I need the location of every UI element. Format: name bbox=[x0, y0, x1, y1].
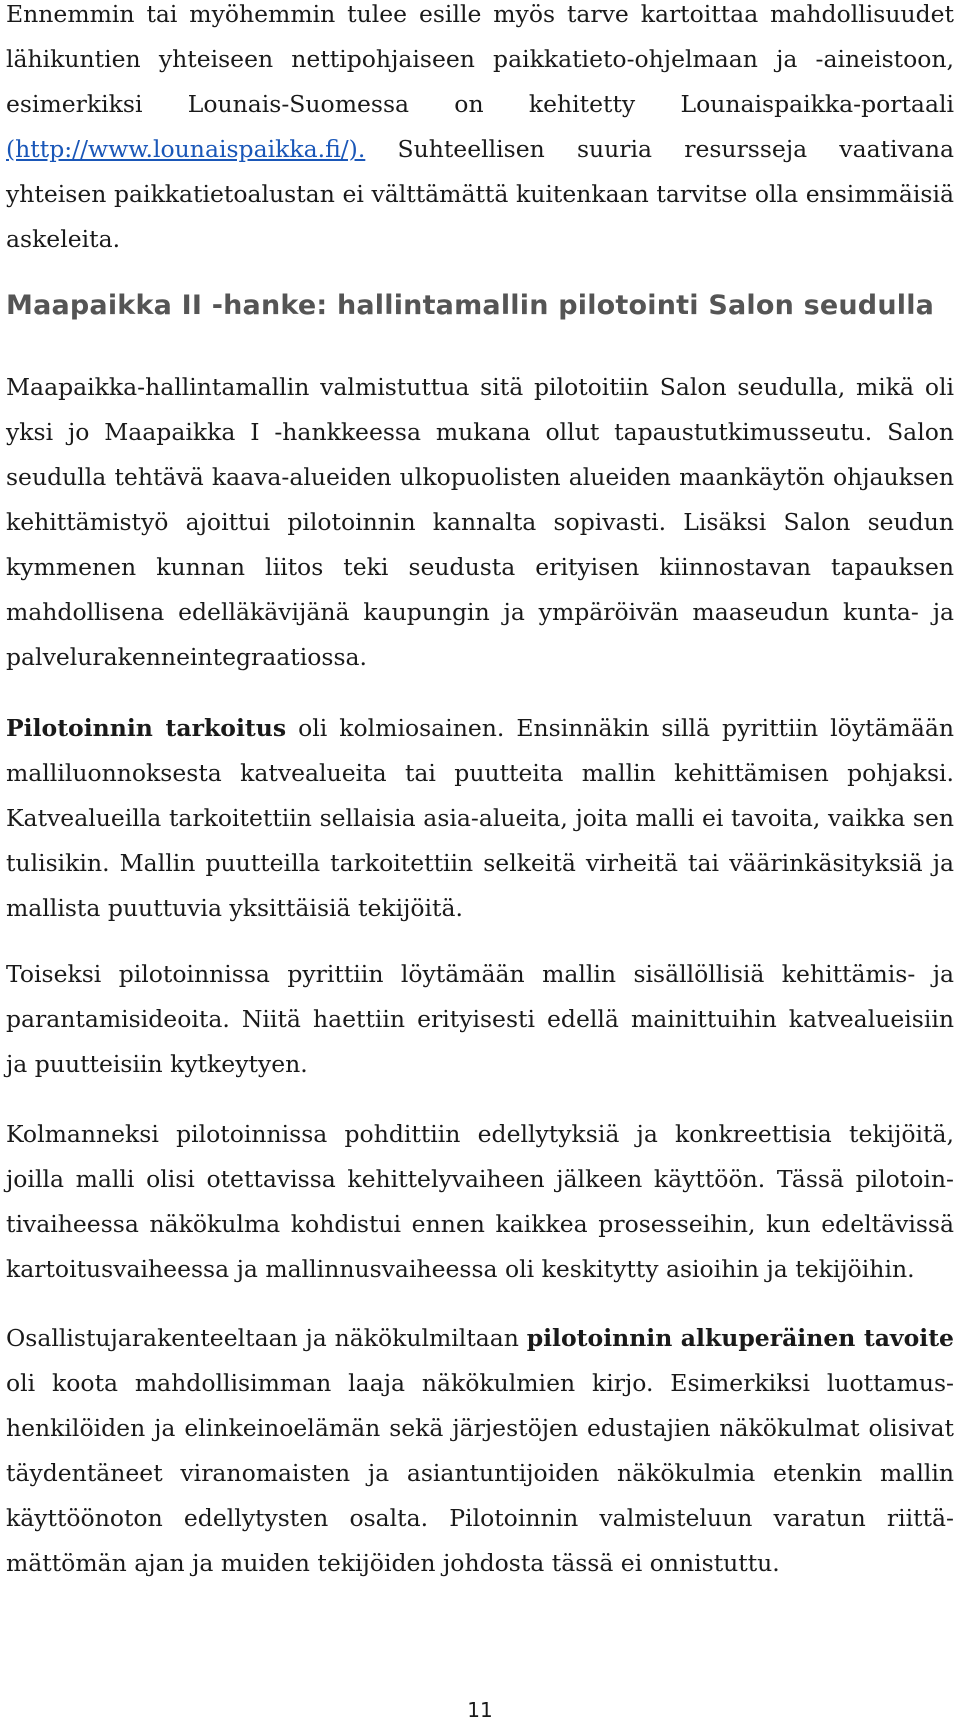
pilot-purpose-term: Pilotoinnin tarkoitus bbox=[6, 714, 287, 742]
original-goal-text-start: Osallistujarakenteeltaan ja näkökulmiltaan bbox=[6, 1324, 527, 1352]
original-goal-term: pilotoinnin alkuperäinen tavoite bbox=[526, 1324, 954, 1352]
paragraph-original-goal bbox=[6, 1316, 954, 1586]
intro-paragraph bbox=[6, 0, 954, 262]
paragraph-third-aim: Kolmanneksi pilotoinnissa pohdittiin edellytyksiä ja konkreettisia tekijöitä, joilla malli olisi otettavissa kehittelyvaiheen jälkeen käyttöön. Tässä pilotointivaiheessa näkökulma kohdistui ennen kaikkea prosesseihin, kun edeltävissä kartoitusvaiheessa ja mallinnusvaiheessa oli keskitytty asioihin ja tekijöihin. bbox=[6, 1120, 954, 1283]
paragraph-pilot-intro: Maapaikka-hallintamallin valmistuttua sitä pilotoitiin Salon seudulla, mikä oli yksi jo Maapaikka I -hankkeessa mukana ollut tapaustutkimusseutu. Salon seudulla tehtävä kaava-alueiden ulkopuolisten alueiden maankäytön ohjauksen kehittämistyö ajoittui pilotoinnin kannalta sopivasti. Lisäksi Salon seudun kymmenen kunnan liitos teki seudusta erityisen kiinnostavan tapauksen mahdollisena edelläkävijänä kaupungin ja ympäröivän maaseudun kunta- ja palvelurakenneintegraatiossa. bbox=[6, 373, 954, 671]
lounaispaikka-link[interactable]: (http://www.lounaispaikka.fi/). bbox=[6, 135, 366, 163]
paragraph-pilot-purpose bbox=[6, 706, 954, 931]
paragraph-second-aim: Toiseksi pilotoinnissa pyrittiin löytämään mallin sisällöllisiä kehittämis- ja parantamisideoita. Niitä haettiin erityisesti edellä mainittuihin katvealueisiin ja puutteisiin kytkeytyen. bbox=[6, 960, 954, 1078]
page-number: 11 bbox=[467, 1698, 493, 1722]
pilot-purpose-text: oli kolmiosainen. Ensinnäkin sillä pyrittiin löytämään malliluonnoksesta katvealueita tai puutteita mallin kehittämisen pohjaksi. Katvealueilla tarkoitettiin sellaisia asia-alueita, joita malli ei tavoita, vaikka sen tulisikin. Mallin puutteilla tarkoitettiin selkeitä virheitä tai väärinkäsityksiä ja mallista puuttuvia yksittäisiä tekijöitä. bbox=[6, 714, 954, 922]
original-goal-text-end: oli koota mahdollisimman laaja näkökulmien kirjo. Esimerkiksi luottamushenkilöiden ja elinkeinoelämän sekä järjestöjen edustajien näkökulmat olisivat täydentäneet viranomaisten ja asiantuntijoiden näkökulmia etenkin mallin käyttöönoton edellytysten osalta. Pilotoinnin valmisteluun varatun riittämättömän ajan ja muiden tekijöiden johdosta tässä ei onnistuttu. bbox=[6, 1369, 954, 1577]
intro-text-start: Ennemmin tai myöhemmin tulee esille myös tarve kartoittaa mahdollisuudet lähikuntien yhteiseen nettipohjaiseen paikkatieto-ohjelmaan ja -aineistoon, esimerkiksi Lounais-Suomessa on kehitetty Lounaispaikka-portaali bbox=[6, 0, 954, 118]
section-heading: Maapaikka II -hanke: hallintamallin pilotointi Salon seudulla bbox=[6, 290, 935, 321]
intro-text-end: Suhteellisen suuria resursseja vaativana yhteisen paikkatietoalustan ei välttämättä kuitenkaan tarvitse olla ensimmäisiä askeleita. bbox=[6, 135, 954, 253]
